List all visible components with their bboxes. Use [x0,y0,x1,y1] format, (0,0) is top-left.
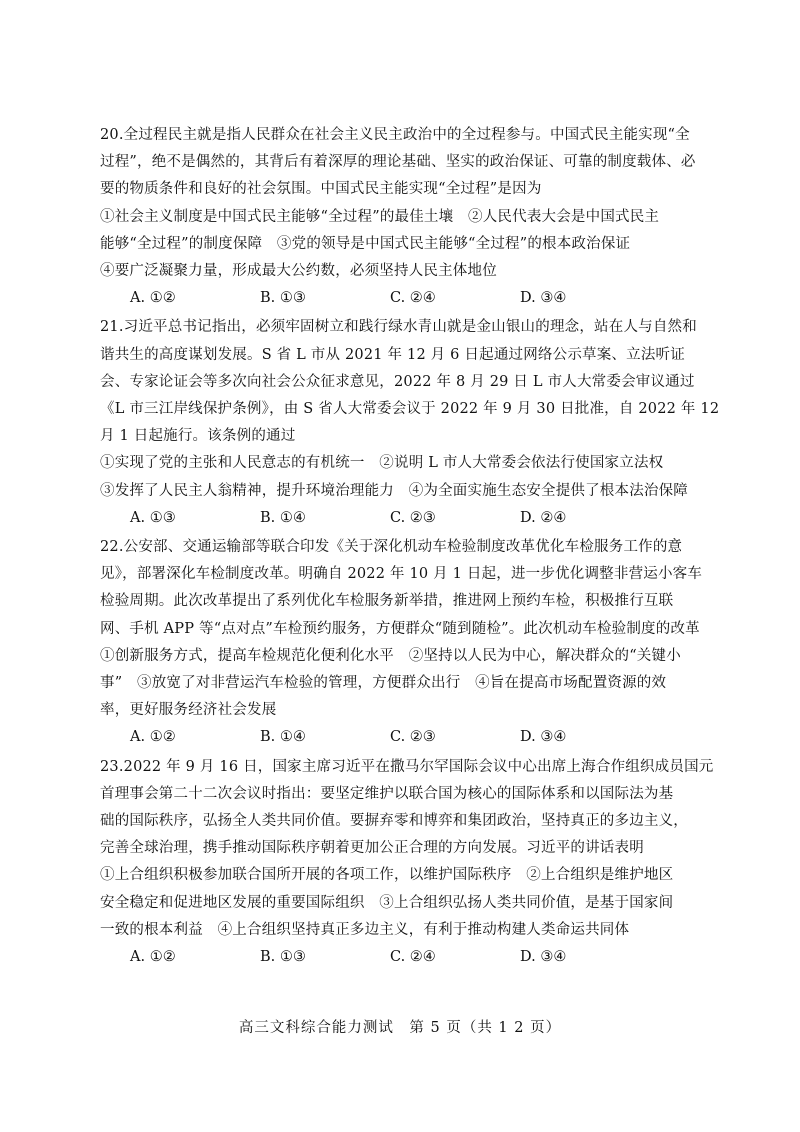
question-statement-line: 率，更好服务经济社会发展 [100,702,277,719]
option-b: B. ①④ [260,509,306,526]
question-line: 23.2022 年 9 月 16 日，国家主席习近平在撒马尔罕国际会议中心出席上海合作组织成员国元 [100,758,714,775]
question-statement-line: 安全稳定和促进地区发展的重要国际组织 ③上合组织弘扬人类共同价值，是基于国家间 [100,894,674,911]
answer-options [130,505,700,532]
question-line: 网、手机 APP 等“点对点”车检预约服务，方便群众“随到随检”。此次机动车检验制度的改革 [100,620,700,637]
question-statement-line: 一致的根本利益 ④上合组织坚持真正多边主义，有利于推动构建人类命运共同体 [100,921,630,938]
option-d: D. ②④ [520,509,567,526]
question-line: 会、专家论证会等多次向社会公众征求意见，2022 年 8 月 29 日 L 市人大常委会审议通过 [100,373,695,390]
option-c: C. ②③ [390,729,436,746]
option-a: A. ①② [130,729,176,746]
question-statement-line: 能够“全过程”的制度保障 ③党的领导是中国式民主能够“全过程”的根本政治保证 [100,235,631,252]
option-a: A. ①② [130,949,176,966]
option-a: A. ①② [130,290,176,307]
question-23 [100,754,714,972]
question-statement-line: 事” ③放宽了对非营运汽车检验的管理，方便群众出行 ④旨在提高市场配置资源的效 [100,675,667,692]
question-line: 础的国际秩序，弘扬全人类共同价值。要摒弃零和博弈和集团政治，坚持真正的多边主义， [100,813,688,830]
question-21 [100,314,720,532]
page-footer: 高三文科综合能力测试 第 5 页（共 1 2 页） [238,1020,562,1036]
question-line: 完善全球治理，携手推动国际秩序朝着更加公正合理的方向发展。习近平的讲话表明 [100,840,644,857]
answer-options [130,285,700,312]
question-20 [100,122,700,312]
question-list [100,122,720,973]
option-a: A. ①③ [130,509,176,526]
answer-options [130,944,700,971]
answer-options [130,724,700,751]
question-statement-line: ①上合组织积极参加联合国所开展的各项工作，以维护国际秩序 ②上合组织是维护地区 [100,867,674,884]
question-statement-line: ①社会主义制度是中国式民主能够“全过程”的最佳土壤 ②人民代表大会是中国式民主 [100,208,660,225]
question-line: 《L 市三江岸线保护条例》，由 S 省人大常委会议于 2022 年 9 月 30 日批准，自 2022 年 12 [100,401,720,418]
option-c: C. ②④ [390,290,436,307]
option-c: C. ②③ [390,509,436,526]
question-line: 21.习近平总书记指出，必须牢固树立和践行绿水青山就是金山银山的理念，站在人与自然和 [100,319,697,336]
question-line: 见》，部署深化车检制度改革。明确自 2022 年 10 月 1 日起，进一步优化调整非营运小客车 [100,566,703,583]
question-22 [100,534,703,752]
question-line: 检验周期。此次改革提出了系列优化车检服务新举措，推进网上预约车检，积极推行互联 [100,593,674,610]
option-b: B. ①③ [260,290,306,307]
question-line: 首理事会第二十二次会议时指出：要坚定维护以联合国为核心的国际体系和以国际法为基 [100,785,674,802]
option-b: B. ①④ [260,729,306,746]
question-statement-line: ④要广泛凝聚力量，形成最大公约数，必须坚持人民主体地位 [100,263,497,280]
option-b: B. ①③ [260,949,306,966]
option-c: C. ②④ [390,949,436,966]
question-statement-line: ①创新服务方式，提高车检规范化便利化水平 ②坚持以人民为中心，解决群众的“关键小 [100,647,681,664]
option-d: D. ③④ [520,729,567,746]
question-line: 月 1 日起施行。该条例的通过 [100,428,296,445]
question-line: 22.公安部、交通运输部等联合印发《关于深化机动车检验制度改革优化车检服务工作的意 [100,539,683,556]
question-statement-line: ①实现了党的主张和人民意志的有机统一 ②说明 L 市人大常委会依法行使国家立法权 [100,455,664,472]
question-line: 要的物质条件和良好的社会氛围。中国式民主能实现“全过程”是因为 [100,181,542,198]
question-line: 谐共生的高度谋划发展。S 省 L 市从 2021 年 12 月 6 日起通过网络公示草案、立法听证 [100,346,685,363]
option-d: D. ③④ [520,949,567,966]
option-d: D. ③④ [520,290,567,307]
question-line: 过程”，绝不是偶然的，其背后有着深厚的理论基础、坚实的政治保证、可靠的制度载体、必 [100,154,696,171]
question-line: 20.全过程民主就是指人民群众在社会主义民主政治中的全过程参与。中国式民主能实现“全 [100,127,690,143]
question-statement-line: ③发挥了人民主人翁精神，提升环境治理能力 ④为全面实施生态安全提供了根本法治保障 [100,482,688,499]
